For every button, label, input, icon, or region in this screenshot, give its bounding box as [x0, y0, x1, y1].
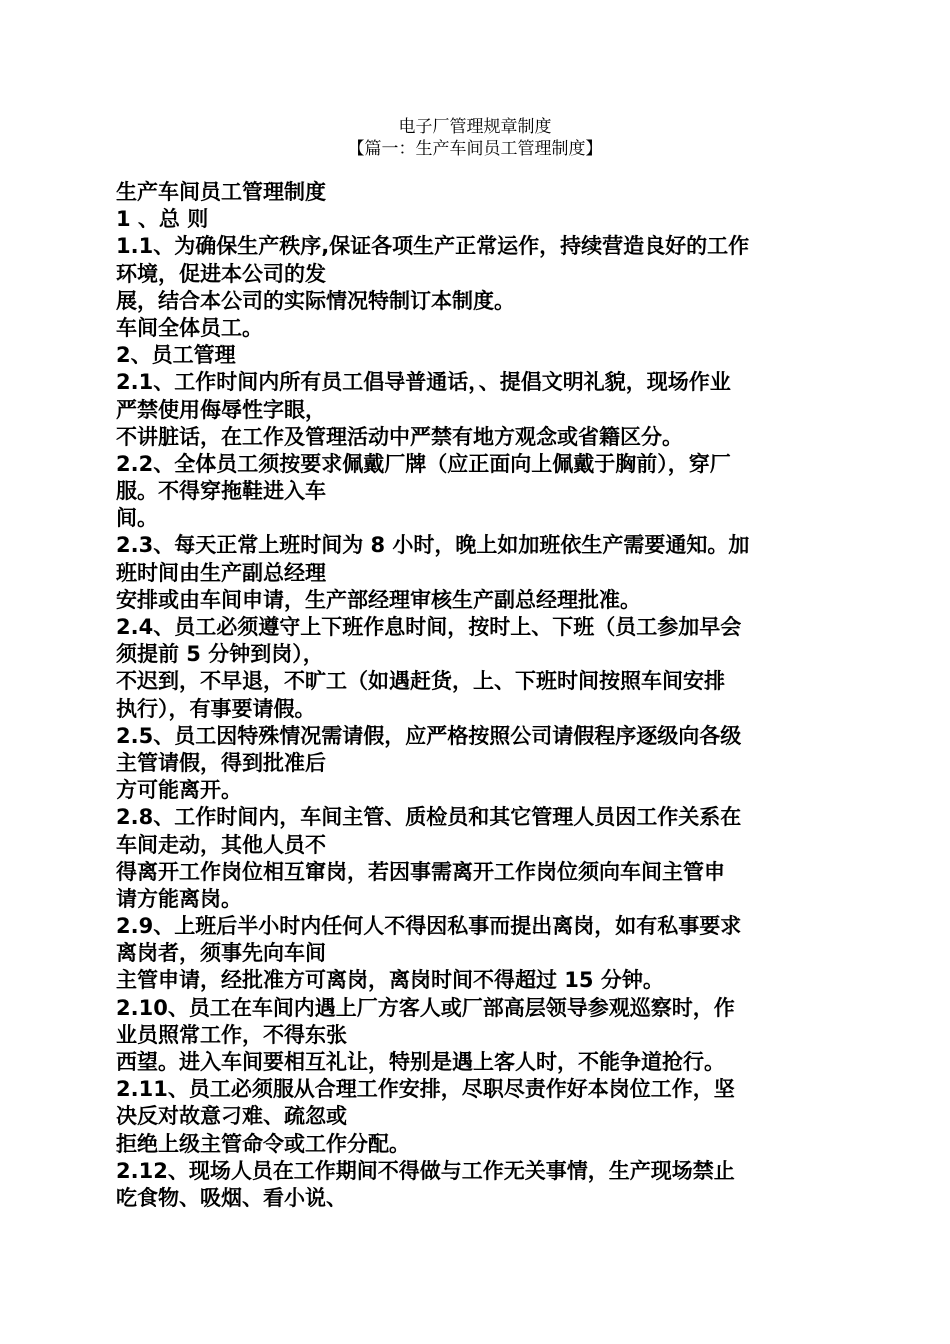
body-line: 2.3、每天正常上班时间为 8 小时，晚上如加班依生产需要通知。加	[116, 533, 750, 558]
body-line: 环境，促进本公司的发	[116, 261, 326, 286]
body-line: 主管申请，经批准方可离岗，离岗时间不得超过 15 分钟。	[116, 968, 664, 993]
document-title: 电子厂管理规章制度	[398, 117, 552, 137]
body-line: 间。	[116, 506, 158, 531]
section-heading-staff: 2、员工管理	[116, 343, 236, 368]
body-line: 2.8、工作时间内，车间主管、质检员和其它管理人员因工作关系在	[116, 805, 742, 830]
body-line: 主管请假，得到批准后	[116, 750, 326, 775]
body-line: 班时间由生产副总经理	[116, 560, 326, 585]
body-line: 离岗者，须事先向车间	[116, 941, 326, 966]
body-line: 安排或由车间申请，生产部经理审核生产副总经理批准。	[116, 587, 641, 612]
body-line: 车间走动，其他人员不	[116, 832, 326, 857]
body-line: 车间全体员工。	[116, 315, 263, 340]
body-line: 2.9、上班后半小时内任何人不得因私事而提出离岗，如有私事要求	[116, 914, 742, 939]
body-line: 请方能离岗。	[116, 886, 242, 911]
section-title: 生产车间员工管理制度	[116, 180, 326, 204]
body-line: 吃食物、吸烟、看小说、	[116, 1185, 347, 1210]
body-line: 2.12、现场人员在工作期间不得做与工作无关事情，生产现场禁止	[116, 1158, 735, 1183]
body-line: 严禁使用侮辱性字眼，	[116, 397, 326, 422]
body-line: 决反对故意刁难、疏忽或	[116, 1104, 347, 1129]
body-line: 2.5、员工因特殊情况需请假，应严格按照公司请假程序逐级向各级	[116, 723, 742, 748]
section-heading-general: 1 、总 则	[116, 207, 209, 232]
body-line: 2.4、员工必须遵守上下班作息时间，按时上、下班（员工参加早会	[116, 615, 742, 639]
body-line: 展，结合本公司的实际情况特制订本制度。	[116, 288, 515, 313]
body-line: 业员照常工作，不得东张	[116, 1022, 347, 1047]
body-line: 得离开工作岗位相互窜岗，若因事需离开工作岗位须向车间主管申	[116, 859, 725, 884]
body-line: 执行），有事要请假。	[116, 696, 316, 721]
body-line: 拒绝上级主管命令或工作分配。	[116, 1131, 410, 1156]
body-line: 2.10、员工在车间内遇上厂方客人或厂部高层领导参观巡察时，作	[116, 995, 735, 1020]
body-line: 不讲脏话，在工作及管理活动中严禁有地方观念或省籍区分。	[116, 424, 683, 449]
body-line: 2.1、工作时间内所有员工倡导普通话，、提倡文明礼貌，现场作业	[116, 370, 731, 395]
body-line: 须提前 5 分钟到岗），	[116, 642, 324, 667]
body-line: 2.2、全体员工须按要求佩戴厂牌（应正面向上佩戴于胸前），穿厂	[116, 451, 731, 476]
body-line: 方可能离开。	[116, 778, 242, 803]
body-line: 服。不得穿拖鞋进入车	[116, 479, 326, 504]
document-body	[116, 179, 836, 1212]
body-line: 2.11、员工必须服从合理工作安排，尽职尽责作好本岗位工作，坚	[116, 1077, 735, 1102]
document-subtitle: 【篇一：生产车间员工管理制度】	[347, 139, 603, 159]
body-line: 1.1、为确保生产秩序,保证各项生产正常运作，持续营造良好的工作	[116, 234, 750, 259]
body-line: 西望。进入车间要相互礼让，特别是遇上客人时，不能争道抢行。	[116, 1050, 725, 1074]
body-line: 不迟到，不早退，不旷工（如遇赶货，上、下班时间按照车间安排	[116, 669, 725, 694]
